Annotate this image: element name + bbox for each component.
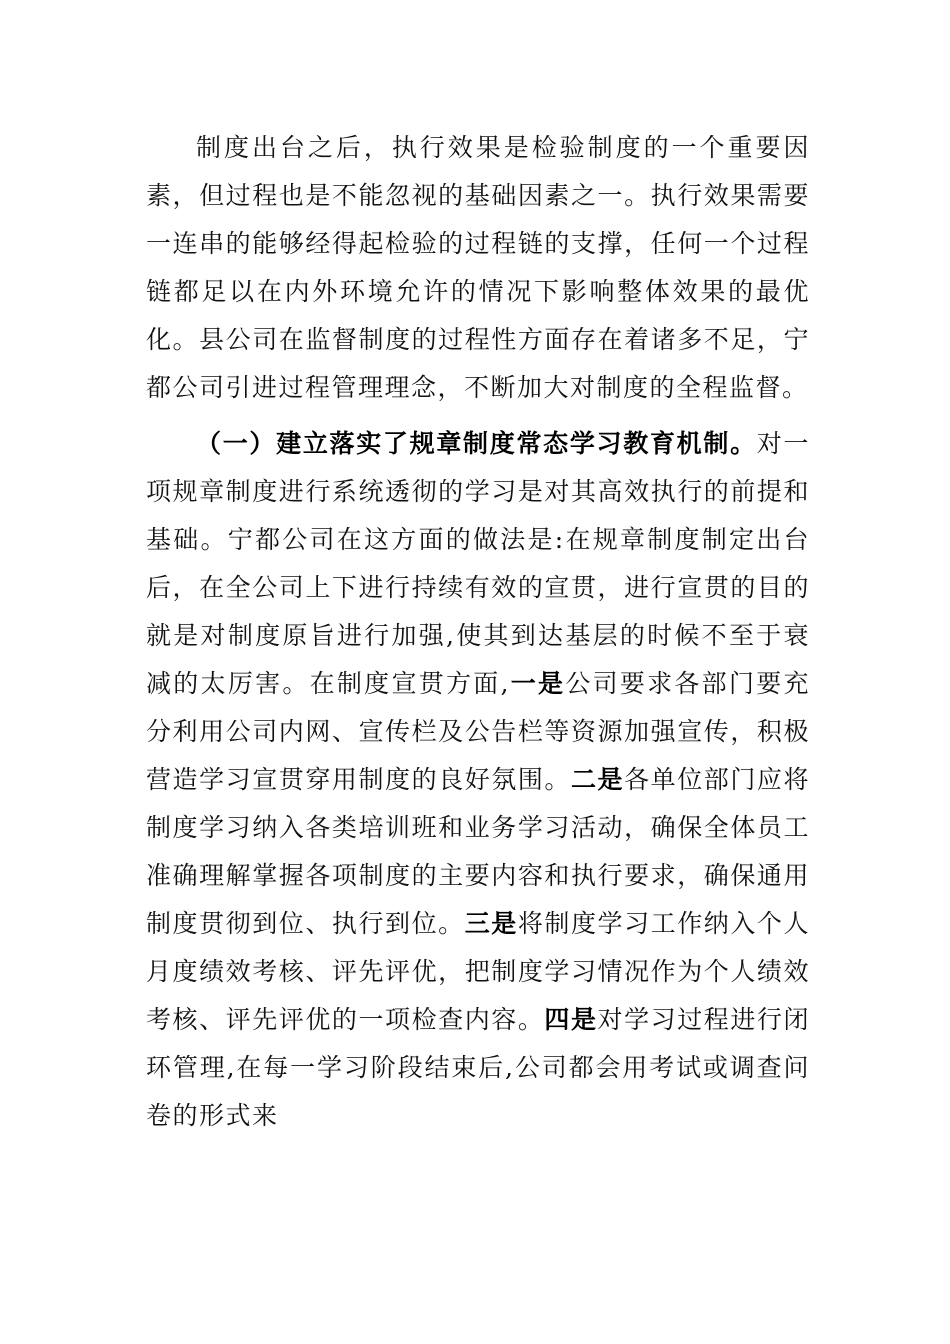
paragraph-text: 公司要求各部门要充分利用公司内网、宣传栏及公告栏等资源加强宣传，积极营造学习宣贯穿用制度的良好氛围。 xyxy=(146,669,810,794)
paragraph-text: 制度出台之后，执行效果是检验制度的一个重要因素，但过程也是不能忽视的基础因素之一。执行效果需要一连串的能够经得起检验的过程链的支撑，任何一个过程链都足以在内外环境允许的情况下影响整体效果的最优化。县公司在监督制度的过程性方面存在着诸多不足，宁都公司引进过程管理理念，不断加大对制度的全程监督。 xyxy=(146,133,810,402)
point-label-two: 二是 xyxy=(570,765,625,794)
paragraph-text: 对一项规章制度进行系统透彻的学习是对其高效执行的前提和基础。宁都公司在这方面的做法是:在规章制度制定出台后，在全公司上下进行持续有效的宣贯，进行宣贯的目的就是对制度原旨进行加强,使其到达基层的时候不至于衰减的太厉害。在制度宣贯方面, xyxy=(146,429,810,698)
point-label-four: 四是 xyxy=(544,1005,598,1034)
paragraph-text: 将制度学习工作纳入个人月度绩效考核、评先评优，把制度学习情况作为个人绩效考核、评先评优的一项检查内容。 xyxy=(146,909,810,1034)
point-label-three: 三是 xyxy=(464,909,518,938)
paragraph-text: 各单位部门应将制度学习纳入各类培训班和业务学习活动，确保全体员工准确理解掌握各项制度的主要内容和执行要求，确保通用制度贯彻到位、执行到位。 xyxy=(146,765,810,938)
paragraph-process-supervision xyxy=(146,124,810,412)
point-label-one: 一是 xyxy=(509,669,566,698)
paragraph-text: 对学习过程进行闭环管理,在每一学习阶段结束后,公司都会用考试或调查问卷的形式来 xyxy=(146,1005,810,1130)
section-heading: （一）建立落实了规章制度常态学习教育机制。 xyxy=(196,429,757,458)
paragraph-learning-mechanism xyxy=(146,420,810,1140)
